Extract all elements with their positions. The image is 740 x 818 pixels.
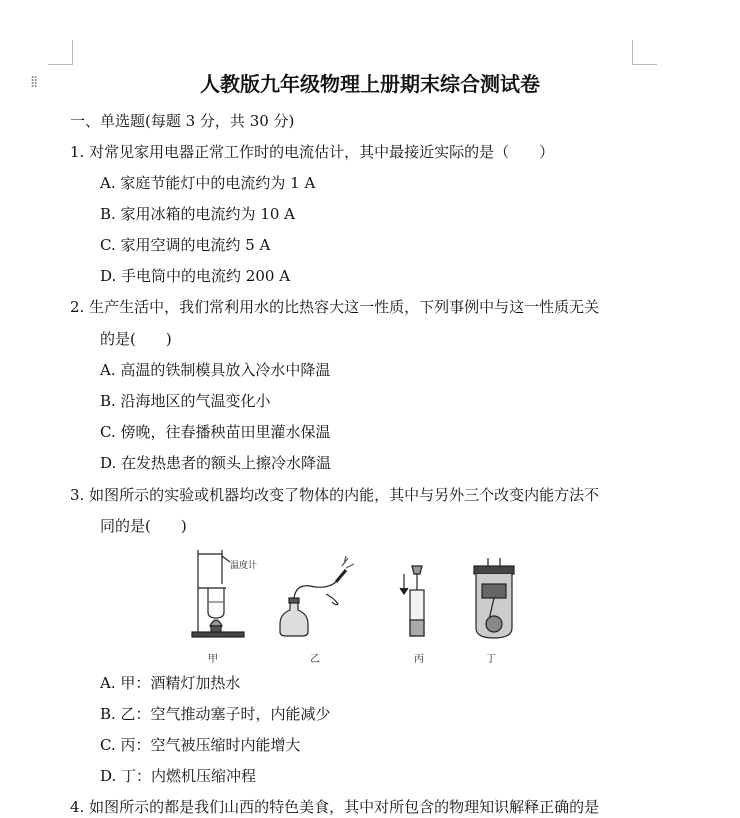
page-corner-mark-top-right [632,40,657,65]
question-3-stem-continued: 同的是( ) [100,517,187,535]
question-2-option-c: C. 傍晚，往春播秧苗田里灌水保温 [100,423,331,441]
question-2-option-a: A. 高温的铁制模具放入冷水中降温 [100,361,331,379]
question-2-stem-continued: 的是( ) [100,330,172,348]
question-3-option-d: D. 丁：内燃机压缩冲程 [100,767,257,785]
figure-label-ding: 丁 [486,654,496,665]
thermometer-label: 温度计 [230,561,258,571]
question-2-stem: 2. 生产生活中，我们常利用水的比热容大这一性质，下列事例中与这一性质无关 [70,298,600,316]
drag-handle-icon[interactable]: ⁞⁞ [30,72,37,91]
question-4-stem: 4. 如图所示的都是我们山西的特色美食，其中对所包含的物理知识解释正确的是 [70,798,600,816]
figure-label-jia: 甲 [208,654,218,665]
section-heading: 一、单选题(每题 3 分，共 30 分) [70,112,295,130]
page-title: 人教版九年级物理上册期末综合测试卷 [200,72,540,96]
figure-label-bing: 丙 [414,654,424,665]
experiment-illustrations [186,544,516,650]
question-3-stem: 3. 如图所示的实验或机器均改变了物体的内能，其中与另外三个改变内能方法不 [70,486,600,504]
question-2-option-d: D. 在发热患者的额头上擦冷水降温 [100,454,332,472]
figure-label-yi: 乙 [310,654,320,665]
question-1-option-b: B. 家用冰箱的电流约为 10 A [100,205,296,223]
question-1-option-d: D. 手电筒中的电流约 200 A [100,267,291,285]
question-3-option-b: B. 乙：空气推动塞子时，内能减少 [100,705,331,723]
question-1-option-c: C. 家用空调的电流约 5 A [100,236,271,254]
question-2-option-b: B. 沿海地区的气温变化小 [100,392,271,410]
figure-yi-flask-plug [280,556,354,636]
figure-ding-engine-cylinder [474,558,514,638]
question-3-option-a: A. 甲：酒精灯加热水 [100,674,241,692]
figure-bing-piston-cylinder [400,566,424,636]
question-1-stem: 1. 对常见家用电器正常工作时的电流估计，其中最接近实际的是（ ） [70,143,555,161]
question-3-figure [186,544,516,666]
question-3-option-c: C. 丙：空气被压缩时内能增大 [100,736,301,754]
question-1-option-a: A. 家庭节能灯中的电流约为 1 A [100,174,316,192]
page-corner-mark-top-left [48,40,73,65]
